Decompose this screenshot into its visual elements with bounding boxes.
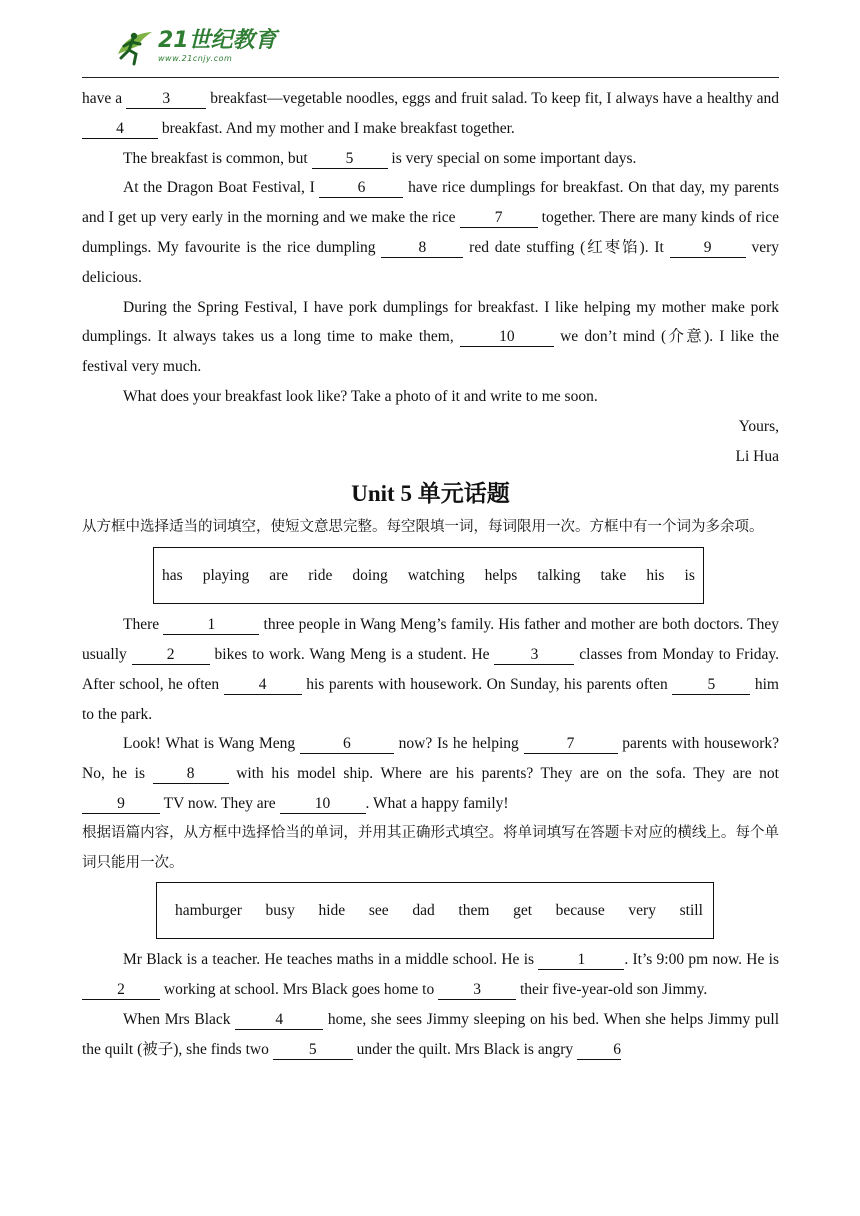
answer-blank: 2: [132, 646, 210, 665]
answer-blank: 5: [672, 676, 750, 695]
answer-blank: 5: [312, 150, 388, 169]
word-option: has: [162, 566, 183, 584]
paragraph: During the Spring Festival, I have pork dumplings for breakfast. I like helping my mother make pork dumplings. It always takes us a long time to make them, 10 we don’t mind (介意). I like the festival very much.: [82, 298, 779, 376]
word-option: because: [555, 901, 605, 919]
paragraph: There 1 three people in Wang Meng’s family. His father and mother are both doctors. They usually 2 bikes to work. Wang Meng is a student. He 3 classes from Monday to Friday. After school, he often 4 his parents with housework. On Sunday, his parents often 5 him to the park.: [82, 616, 780, 723]
word-option: watching: [407, 566, 465, 584]
word-option: playing: [202, 566, 250, 584]
word-option: his: [646, 566, 665, 584]
answer-blank: 7: [524, 735, 618, 754]
word-option: see: [368, 901, 389, 919]
letter-signature: Li Hua: [735, 447, 779, 465]
section-title: Unit 5 单元话题: [351, 481, 510, 507]
word-option: take: [600, 566, 627, 584]
word-option: busy: [265, 901, 295, 919]
word-option: still: [679, 901, 703, 919]
runner-logo-icon: [112, 28, 156, 68]
answer-blank: 4: [82, 120, 158, 139]
answer-blank: 8: [381, 239, 463, 258]
answer-blank: 2: [82, 981, 160, 1000]
letter-closing: Yours,: [738, 417, 779, 435]
logo-url: www.21cnjy.com: [158, 54, 233, 63]
answer-blank: 1: [538, 951, 624, 970]
word-option: dad: [412, 901, 435, 919]
answer-blank: 10: [280, 795, 366, 814]
paragraph: At the Dragon Boat Festival, I 6 have rice dumplings for breakfast. On that day, my parents and I get up very early in the morning and we make the rice 7 together. There are many kinds of rice dumplings. My favourite is the rice dumpling 8 red date stuffing (红枣馅). It 9 very delicious.: [82, 179, 780, 286]
answer-blank: 9: [82, 795, 160, 814]
answer-blank: 5: [273, 1041, 353, 1060]
page-header: [82, 26, 779, 78]
answer-blank: 1: [163, 616, 259, 635]
answer-blank: 4: [224, 676, 302, 695]
answer-blank: 6: [300, 735, 394, 754]
paragraph: Look! What is Wang Meng 6 now? Is he helping 7 parents with housework? No, he is 8 with his model ship. Where are his parents? They are on the sofa. They are not 9 TV now. They are 10 . What a happy family!: [82, 735, 780, 812]
answer-blank: 3: [126, 90, 206, 109]
document-body: [82, 84, 779, 1065]
answer-blank: 3: [438, 981, 516, 1000]
word-option: them: [458, 901, 490, 919]
word-option: is: [684, 566, 695, 584]
word-option: get: [513, 901, 532, 919]
word-option: hide: [318, 901, 346, 919]
answer-blank: 4: [235, 1011, 323, 1030]
paragraph: When Mrs Black 4 home, she sees Jimmy sleeping on his bed. When she helps Jimmy pull the quilt (被子), she finds two 5 under the quilt. Mrs Black is angry 6: [82, 1010, 780, 1058]
instruction: 从方框中选择适当的词填空，使短文意思完整。每空限填一词，每词限用一次。方框中有一个词为多余项。: [82, 519, 764, 536]
word-option: helps: [484, 566, 518, 584]
word-box: [156, 882, 714, 939]
paragraph: What does your breakfast look like? Take a photo of it and write to me soon.: [123, 387, 598, 405]
answer-blank: 3: [494, 646, 574, 665]
answer-blank: 6: [319, 179, 403, 198]
paragraph: Mr Black is a teacher. He teaches maths in a middle school. He is 1 . It’s 9:00 pm now. He is 2 working at school. Mrs Black goes home to 3 their five-year-old son Jimmy.: [82, 945, 779, 1005]
answer-blank: 7: [460, 209, 538, 228]
word-box: [153, 547, 704, 604]
word-option: talking: [537, 566, 581, 584]
answer-blank: 9: [670, 239, 746, 258]
header-divider: [82, 77, 779, 78]
site-logo: [112, 28, 277, 68]
paragraph: The breakfast is common, but 5 is very special on some important days.: [123, 149, 637, 167]
logo-wordmark: 21世纪教育: [158, 28, 277, 53]
answer-blank: 6: [577, 1041, 621, 1060]
word-option: doing: [352, 566, 388, 584]
paragraph: have a 3 breakfast—vegetable noodles, eggs and fruit salad. To keep fit, I always have a healthy and 4 breakfast. And my mother and I make breakfast together.: [82, 90, 779, 137]
word-option: hamburger: [175, 901, 242, 919]
answer-blank: 10: [460, 328, 554, 347]
word-option: ride: [308, 566, 333, 584]
answer-blank: 8: [153, 765, 229, 784]
word-option: are: [269, 566, 289, 584]
word-option: very: [628, 901, 656, 919]
instruction: 根据语篇内容，从方框中选择恰当的单词，并用其正确形式填空。将单词填写在答题卡对应的横线上。每个单词只能用一次。: [82, 824, 779, 871]
